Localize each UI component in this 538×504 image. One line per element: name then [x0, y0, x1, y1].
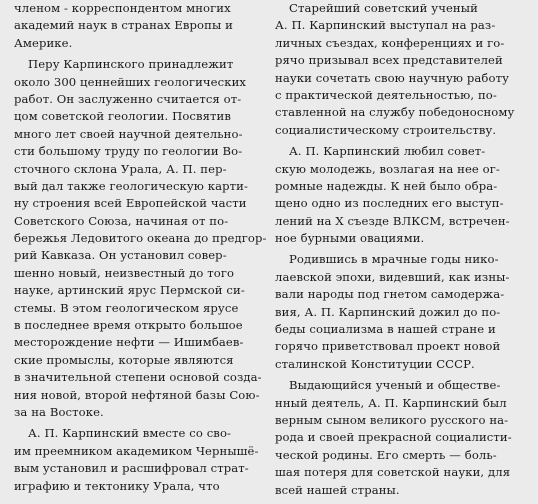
text-line: рий Кавказа. Он установил совер- [14, 248, 227, 263]
text-line: Советского Союза, начиная от по- [14, 213, 229, 228]
text-line: ромные надежды. К ней было обра- [275, 178, 498, 193]
text-line: ские промыслы, которые являются [14, 352, 234, 367]
text-line: ставленной на службу победоносному [275, 105, 515, 120]
text-line: бережья Ледовитого океана до предгор- [14, 231, 267, 246]
text-line: Родившись в мрачные годы нико- [289, 252, 499, 267]
text-line: личных съездах, конференциях и го- [275, 35, 505, 50]
text-line: Перу Карпинского принадлежит [28, 57, 234, 72]
text-line: А. П. Карпинский выступал на раз- [275, 18, 496, 33]
text-line: щено одно из последних его выступ- [275, 196, 504, 211]
text-line: рода и своей прекрасной социалисти- [275, 430, 512, 445]
text-line: вали народы под гнетом самодержа- [275, 287, 505, 302]
text-line: Старейший советский ученый [289, 1, 478, 15]
text-line: много лет своей научной деятельно- [14, 126, 243, 141]
text-line: Америке. [14, 35, 73, 50]
text-line: социалистическому строительству. [275, 122, 497, 137]
text-line: сталинской Конституции СССР. [275, 356, 475, 371]
text-line: академий наук в странах Европы и [14, 18, 233, 33]
text-line: нный деятель, А. П. Карпинский был [275, 395, 507, 410]
text-line: науки сочетать свою научную работу [275, 70, 510, 85]
text-line: сти большому труду по геологии Во- [14, 144, 243, 159]
text-line: вый дал также геологическую карти- [14, 178, 249, 193]
text-line: за на Востоке. [14, 404, 104, 419]
text-line: лаевской эпохи, видевший, как изны- [275, 269, 510, 284]
text-line: работ. Он заслуженно считается от- [14, 91, 242, 106]
text-line: беды социализма в нашей стране и [275, 322, 496, 337]
text-line: сточного склона Урала, А. П. пер- [14, 161, 227, 176]
text-line: шая потеря для советской науки, для [275, 465, 511, 480]
text-line: всей нашей страны. [275, 482, 400, 497]
text-line: играфию и тектонику Урала, что [14, 478, 220, 493]
text-line: скую молодежь, возлагая на нее ог- [275, 161, 500, 176]
text-line: членом - корреспондентом многих [14, 1, 231, 15]
text-line: около 300 ценнейших геологических [14, 74, 247, 89]
text-line: Выдающийся ученый и обществе- [289, 378, 501, 393]
text-line: в значительной степени основой созда- [14, 370, 262, 385]
text-line: А. П. Карпинский любил совет- [289, 144, 486, 159]
text-line: цом советской геологии. Посвятив [14, 109, 231, 124]
text-line: рячо призывал всех представителей [275, 53, 503, 68]
text-line: месторождение нефти — Ишимбаев- [14, 335, 244, 350]
text-line: ческой родины. Его смерть — боль- [275, 447, 497, 462]
text-line: лений на X съезде ВЛКСМ, встречен- [275, 213, 510, 228]
text-line: ния новой, второй нефтяной базы Сою- [14, 387, 260, 402]
text-line: ное бурными овациями. [275, 231, 425, 246]
text-line: с практической деятельностью, по- [275, 87, 497, 102]
text-line: в последнее время открыто большое [14, 318, 243, 333]
text-line: вия, А. П. Карпинский дожил до по- [275, 304, 501, 319]
text-line: горячо приветствовал проект новой [275, 339, 501, 354]
text-line: стемы. В этом геологическом ярусе [14, 300, 239, 315]
text-line: А. П. Карпинский вместе со сво- [28, 426, 232, 441]
text-line: вым установил и расшифровал страт- [14, 461, 249, 476]
text-line: ну строения всей Европейской части [14, 196, 247, 211]
right-column [275, 0, 533, 499]
text-line: шенно новый, неизвестный до того [14, 265, 235, 280]
text-line: науке, артинский ярус Пермской си- [14, 283, 245, 298]
text-line: им преемником академиком Чернышё- [14, 443, 259, 458]
left-column [14, 0, 269, 495]
text-line: верным сыном великого русского на- [275, 412, 509, 427]
